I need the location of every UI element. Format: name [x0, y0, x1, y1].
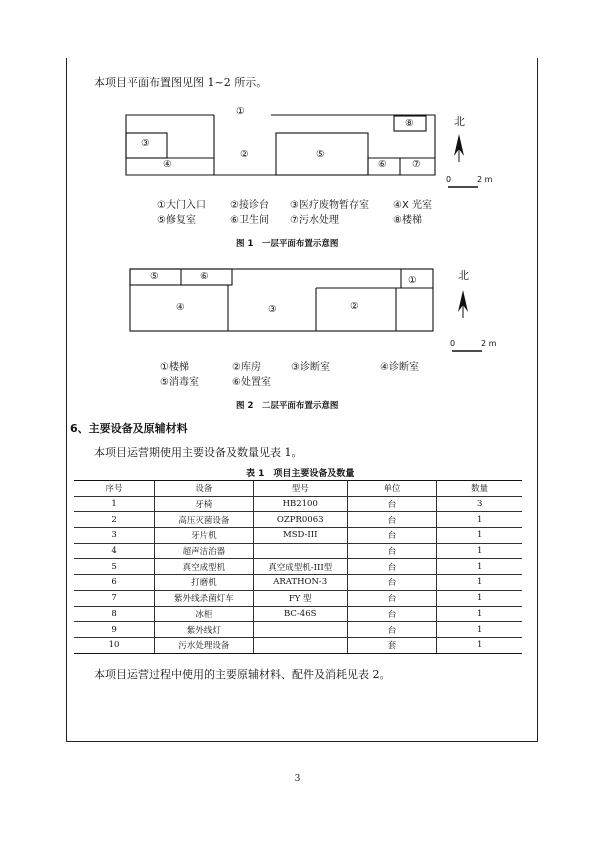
cell-quantity: 1 — [437, 512, 522, 528]
cell-quantity: 1 — [437, 590, 522, 606]
cell-equipment: 牙椅 — [155, 496, 254, 512]
table-row — [74, 528, 522, 544]
f1-scale-zero: 0 — [446, 175, 452, 184]
f1-room-1-label: ① — [236, 106, 245, 117]
cell-unit: 台 — [347, 496, 437, 512]
section6-heading: 6、主要设备及原辅材料 — [70, 422, 188, 435]
cell-index: 10 — [74, 637, 155, 653]
closing-text: 本项目运营过程中使用的主要原辅材料、配件及消耗见表 2。 — [94, 668, 391, 681]
f2-legend-4: ④诊断室 — [380, 362, 419, 373]
cell-model — [253, 622, 347, 638]
cell-equipment: 牙片机 — [155, 528, 254, 544]
north-arrow-icon — [458, 290, 468, 318]
table-row — [74, 512, 522, 528]
intro-text: 本项目平面布置图见图 1~2 所示。 — [94, 76, 268, 89]
cell-model: FY 型 — [253, 590, 347, 606]
cell-equipment: 真空成型机 — [155, 559, 254, 575]
f1-room-6-label: ⑥ — [378, 159, 387, 170]
f1-legend-3: ③医疗废物暂存室 — [290, 200, 369, 211]
f1-room-8-label: ⑧ — [405, 118, 414, 129]
figure2-caption: 图 2 二层平面布置示意图 — [236, 401, 339, 411]
cell-quantity: 3 — [437, 496, 522, 512]
f1-legend-8: ⑧楼梯 — [393, 215, 422, 226]
table1-caption: 表 1 项目主要设备及数量 — [246, 469, 355, 479]
cell-index: 3 — [74, 528, 155, 544]
cell-quantity: 1 — [437, 637, 522, 653]
f1-north-label: 北 — [454, 115, 465, 128]
table-header-row — [74, 481, 522, 497]
cell-unit: 台 — [347, 606, 437, 622]
f2-north-label: 北 — [458, 269, 469, 282]
cell-unit: 台 — [347, 559, 437, 575]
f2-room-3-label: ③ — [268, 304, 277, 315]
f1-scale-end: 2 m — [477, 175, 493, 184]
f2-scale-end: 2 m — [481, 339, 497, 348]
f2-room-5-label: ⑤ — [150, 271, 159, 282]
cell-model — [253, 637, 347, 653]
cell-equipment: 紫外线灯 — [155, 622, 254, 638]
cell-quantity: 1 — [437, 559, 522, 575]
north-arrow-icon — [454, 134, 464, 162]
cell-equipment: 紫外线杀菌灯车 — [155, 590, 254, 606]
table-row — [74, 637, 522, 653]
table-row — [74, 590, 522, 606]
f2-room-6-label: ⑥ — [200, 271, 209, 282]
page-number: 3 — [294, 774, 301, 784]
f1-room-3-label: ③ — [141, 138, 150, 149]
cell-quantity: 1 — [437, 543, 522, 559]
f1-room-7-label: ⑦ — [412, 159, 421, 170]
col-header-equipment: 设备 — [155, 481, 254, 497]
f2-legend-1: ①楼梯 — [160, 362, 189, 373]
cell-index: 4 — [74, 543, 155, 559]
cell-index: 6 — [74, 575, 155, 591]
cell-unit: 台 — [347, 575, 437, 591]
cell-unit: 台 — [347, 590, 437, 606]
cell-equipment: 高压灭菌设备 — [155, 512, 254, 528]
cell-equipment: 污水处理设备 — [155, 637, 254, 653]
table-row — [74, 543, 522, 559]
table-row — [74, 622, 522, 638]
table-row — [74, 496, 522, 512]
f2-scale-zero: 0 — [450, 339, 456, 348]
col-header-unit: 单位 — [347, 481, 437, 497]
cell-quantity: 1 — [437, 606, 522, 622]
cell-quantity: 1 — [437, 528, 522, 544]
cell-unit: 台 — [347, 622, 437, 638]
f1-legend-5: ⑤修复室 — [157, 215, 196, 226]
f2-legend-5: ⑤消毒室 — [160, 377, 199, 388]
cell-unit: 台 — [347, 543, 437, 559]
f1-legend-2: ②接诊台 — [230, 200, 269, 211]
table-intro-text: 本项目运营期使用主要设备及数量见表 1。 — [94, 446, 303, 459]
f1-room-5-label: ⑤ — [316, 149, 325, 160]
cell-index: 1 — [74, 496, 155, 512]
table-row — [74, 559, 522, 575]
col-header-quantity: 数量 — [437, 481, 522, 497]
cell-index: 5 — [74, 559, 155, 575]
cell-unit: 套 — [347, 637, 437, 653]
cell-quantity: 1 — [437, 622, 522, 638]
cell-unit: 台 — [347, 528, 437, 544]
cell-model — [253, 543, 347, 559]
f1-room-4-label: ④ — [163, 159, 172, 170]
f1-legend-4: ④X 光室 — [393, 200, 432, 211]
cell-model: MSD-III — [253, 528, 347, 544]
cell-model: 真空成型机-III型 — [253, 559, 347, 575]
table-row — [74, 575, 522, 591]
cell-index: 2 — [74, 512, 155, 528]
table-row — [74, 606, 522, 622]
f1-legend-1: ①大门入口 — [157, 200, 206, 211]
f2-room-1-label: ① — [408, 275, 417, 286]
equipment-table — [74, 480, 522, 654]
col-header-model: 型号 — [253, 481, 347, 497]
figure1-caption: 图 1 一层平面布置示意图 — [236, 239, 339, 249]
f2-legend-3: ③诊断室 — [291, 362, 330, 373]
f1-legend-6: ⑥卫生间 — [230, 215, 269, 226]
f1-legend-7: ⑦污水处理 — [290, 215, 339, 226]
cell-index: 9 — [74, 622, 155, 638]
cell-model: ARATHON-3 — [253, 575, 347, 591]
cell-index: 7 — [74, 590, 155, 606]
f2-legend-6: ⑥处置室 — [232, 377, 271, 388]
f2-legend-2: ②库房 — [232, 362, 261, 373]
cell-index: 8 — [74, 606, 155, 622]
cell-model: OZPR0063 — [253, 512, 347, 528]
cell-unit: 台 — [347, 512, 437, 528]
cell-equipment: 冰柜 — [155, 606, 254, 622]
cell-equipment: 打磨机 — [155, 575, 254, 591]
f2-room-2-label: ② — [350, 301, 359, 312]
f2-room-4-label: ④ — [176, 302, 185, 313]
cell-quantity: 1 — [437, 575, 522, 591]
cell-equipment: 超声洁治器 — [155, 543, 254, 559]
col-header-index: 序号 — [74, 481, 155, 497]
cell-model: HB2100 — [253, 496, 347, 512]
cell-model: BC-46S — [253, 606, 347, 622]
f1-room-2-label: ② — [240, 149, 249, 160]
